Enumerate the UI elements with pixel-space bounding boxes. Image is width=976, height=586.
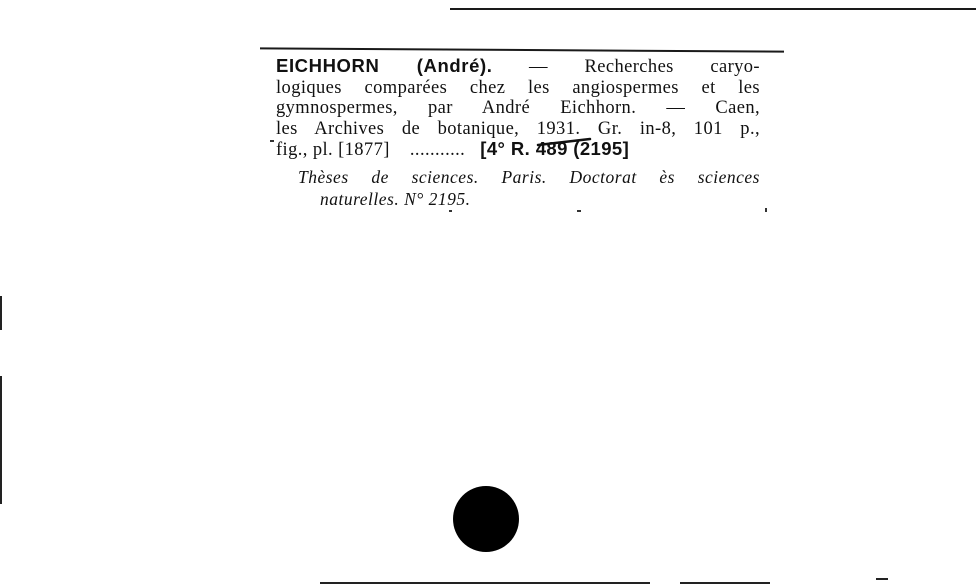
- entry-line-4: les Archives de botanique, 1931. Gr. in-8, 101 p.,: [276, 118, 760, 139]
- thesis-note: [298, 166, 760, 210]
- bottom-edge-mark: [680, 582, 770, 584]
- top-scan-line: [450, 8, 976, 10]
- entry-line-3: gymnospermes, par André Eichhorn. — Caen,: [276, 98, 760, 118]
- speck: [270, 140, 274, 142]
- leader-dots: ...........: [409, 140, 466, 160]
- year-underline: [536, 136, 592, 148]
- catalog-entry: [276, 56, 760, 161]
- bottom-edge-mark: [320, 582, 650, 584]
- note-line-1: Thèses de sciences. Paris. Doctorat ès sciences: [298, 167, 760, 187]
- entry-line-5: [276, 139, 760, 161]
- card-top-rule: [260, 47, 784, 52]
- bottom-edge-mark: [876, 578, 888, 580]
- punch-hole: [453, 486, 519, 552]
- title-start: — Recherches caryo-: [529, 57, 760, 77]
- shelfmark: [4° R. 489 (2195]: [480, 138, 630, 159]
- left-edge-mark: [0, 376, 2, 504]
- speck: [577, 210, 581, 212]
- speck: [765, 208, 767, 212]
- speck: [449, 210, 452, 212]
- author-heading: EICHHORN (André).: [276, 55, 493, 76]
- left-edge-mark: [0, 296, 2, 330]
- entry-line-2: logiques comparées chez les angiospermes et les: [276, 77, 760, 98]
- collation: fig., pl. [1877]: [276, 140, 390, 160]
- entry-line-1: [276, 56, 760, 78]
- note-line-2: naturelles. N° 2195.: [320, 189, 471, 209]
